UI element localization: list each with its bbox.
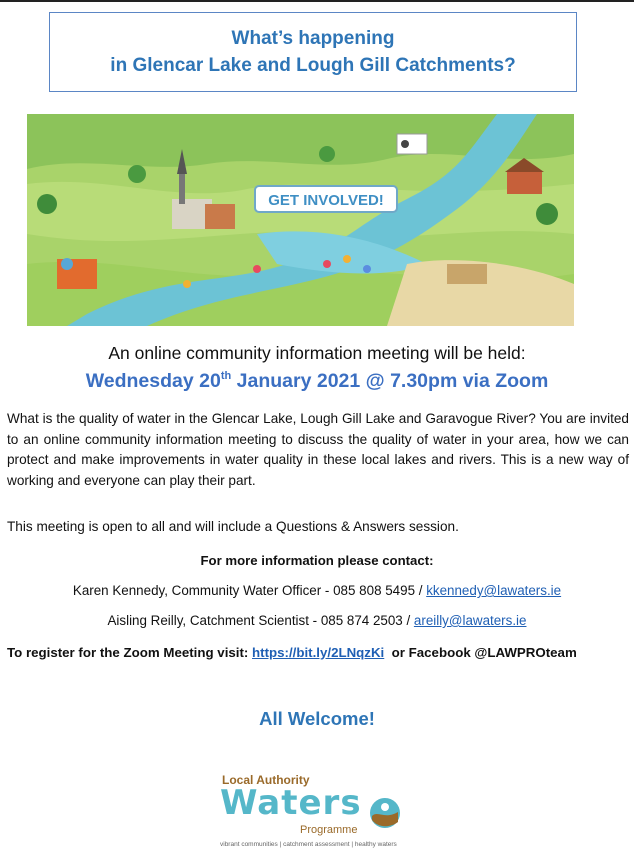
date-prefix: Wednesday 20 (85, 370, 221, 392)
contact-karen (0, 583, 634, 598)
contact-2-email-link[interactable]: areilly@lawaters.ie (413, 613, 527, 628)
logo-line-3: Programme (300, 824, 358, 836)
get-involved-banner: GET INVOLVED! (268, 192, 384, 209)
date-suffix: th (220, 370, 232, 382)
contact-aisling (0, 613, 634, 628)
register-prefix: To register for the Zoom Meeting visit: (7, 645, 253, 660)
logo-emblem-icon (368, 796, 402, 830)
meeting-date (0, 370, 634, 393)
zoom-register-link[interactable]: https://bit.ly/2LNqzKi (252, 645, 385, 660)
date-rest: January 2021 @ 7.30pm via Zoom (231, 370, 549, 392)
logo-tagline: vibrant communities | catchment assessment | healthy waters (220, 841, 397, 848)
top-rule (0, 0, 634, 2)
register-suffix: or Facebook @LAWPROteam (384, 645, 577, 660)
title-box (49, 12, 577, 92)
title-line-1: What’s happening (231, 28, 395, 49)
lawpro-logo (220, 770, 410, 850)
hero-illustration (27, 114, 574, 326)
logo-line-1: Local Authority (222, 773, 310, 787)
contact-heading: For more information please contact: (200, 553, 434, 568)
open-to-all-text: This meeting is open to all and will include a Questions & Answers session. (7, 519, 459, 534)
contact-2-text: Aisling Reilly, Catchment Scientist - 085 874 2503 / (107, 613, 414, 628)
register-line (7, 645, 629, 660)
all-welcome: All Welcome! (259, 708, 375, 729)
body-paragraph: What is the quality of water in the Glencar Lake, Lough Gill Lake and Garavogue River? You are invited to an online community information meeting to discuss the quality of water in your area, how we can protect and make improvements in water quality in these local lakes and rivers. This is a new way of working and everyone can play their part. (7, 411, 629, 488)
title-line-2: in Glencar Lake and Lough Gill Catchments? (110, 55, 516, 76)
meeting-headline: An online community information meeting will be held: (108, 343, 526, 363)
logo-line-2: Waters (220, 783, 362, 823)
contact-1-text: Karen Kennedy, Community Water Officer - 085 808 5495 / (72, 583, 427, 598)
landscape-illustration (27, 114, 574, 326)
contact-1-email-link[interactable]: kkennedy@lawaters.ie (426, 583, 562, 598)
